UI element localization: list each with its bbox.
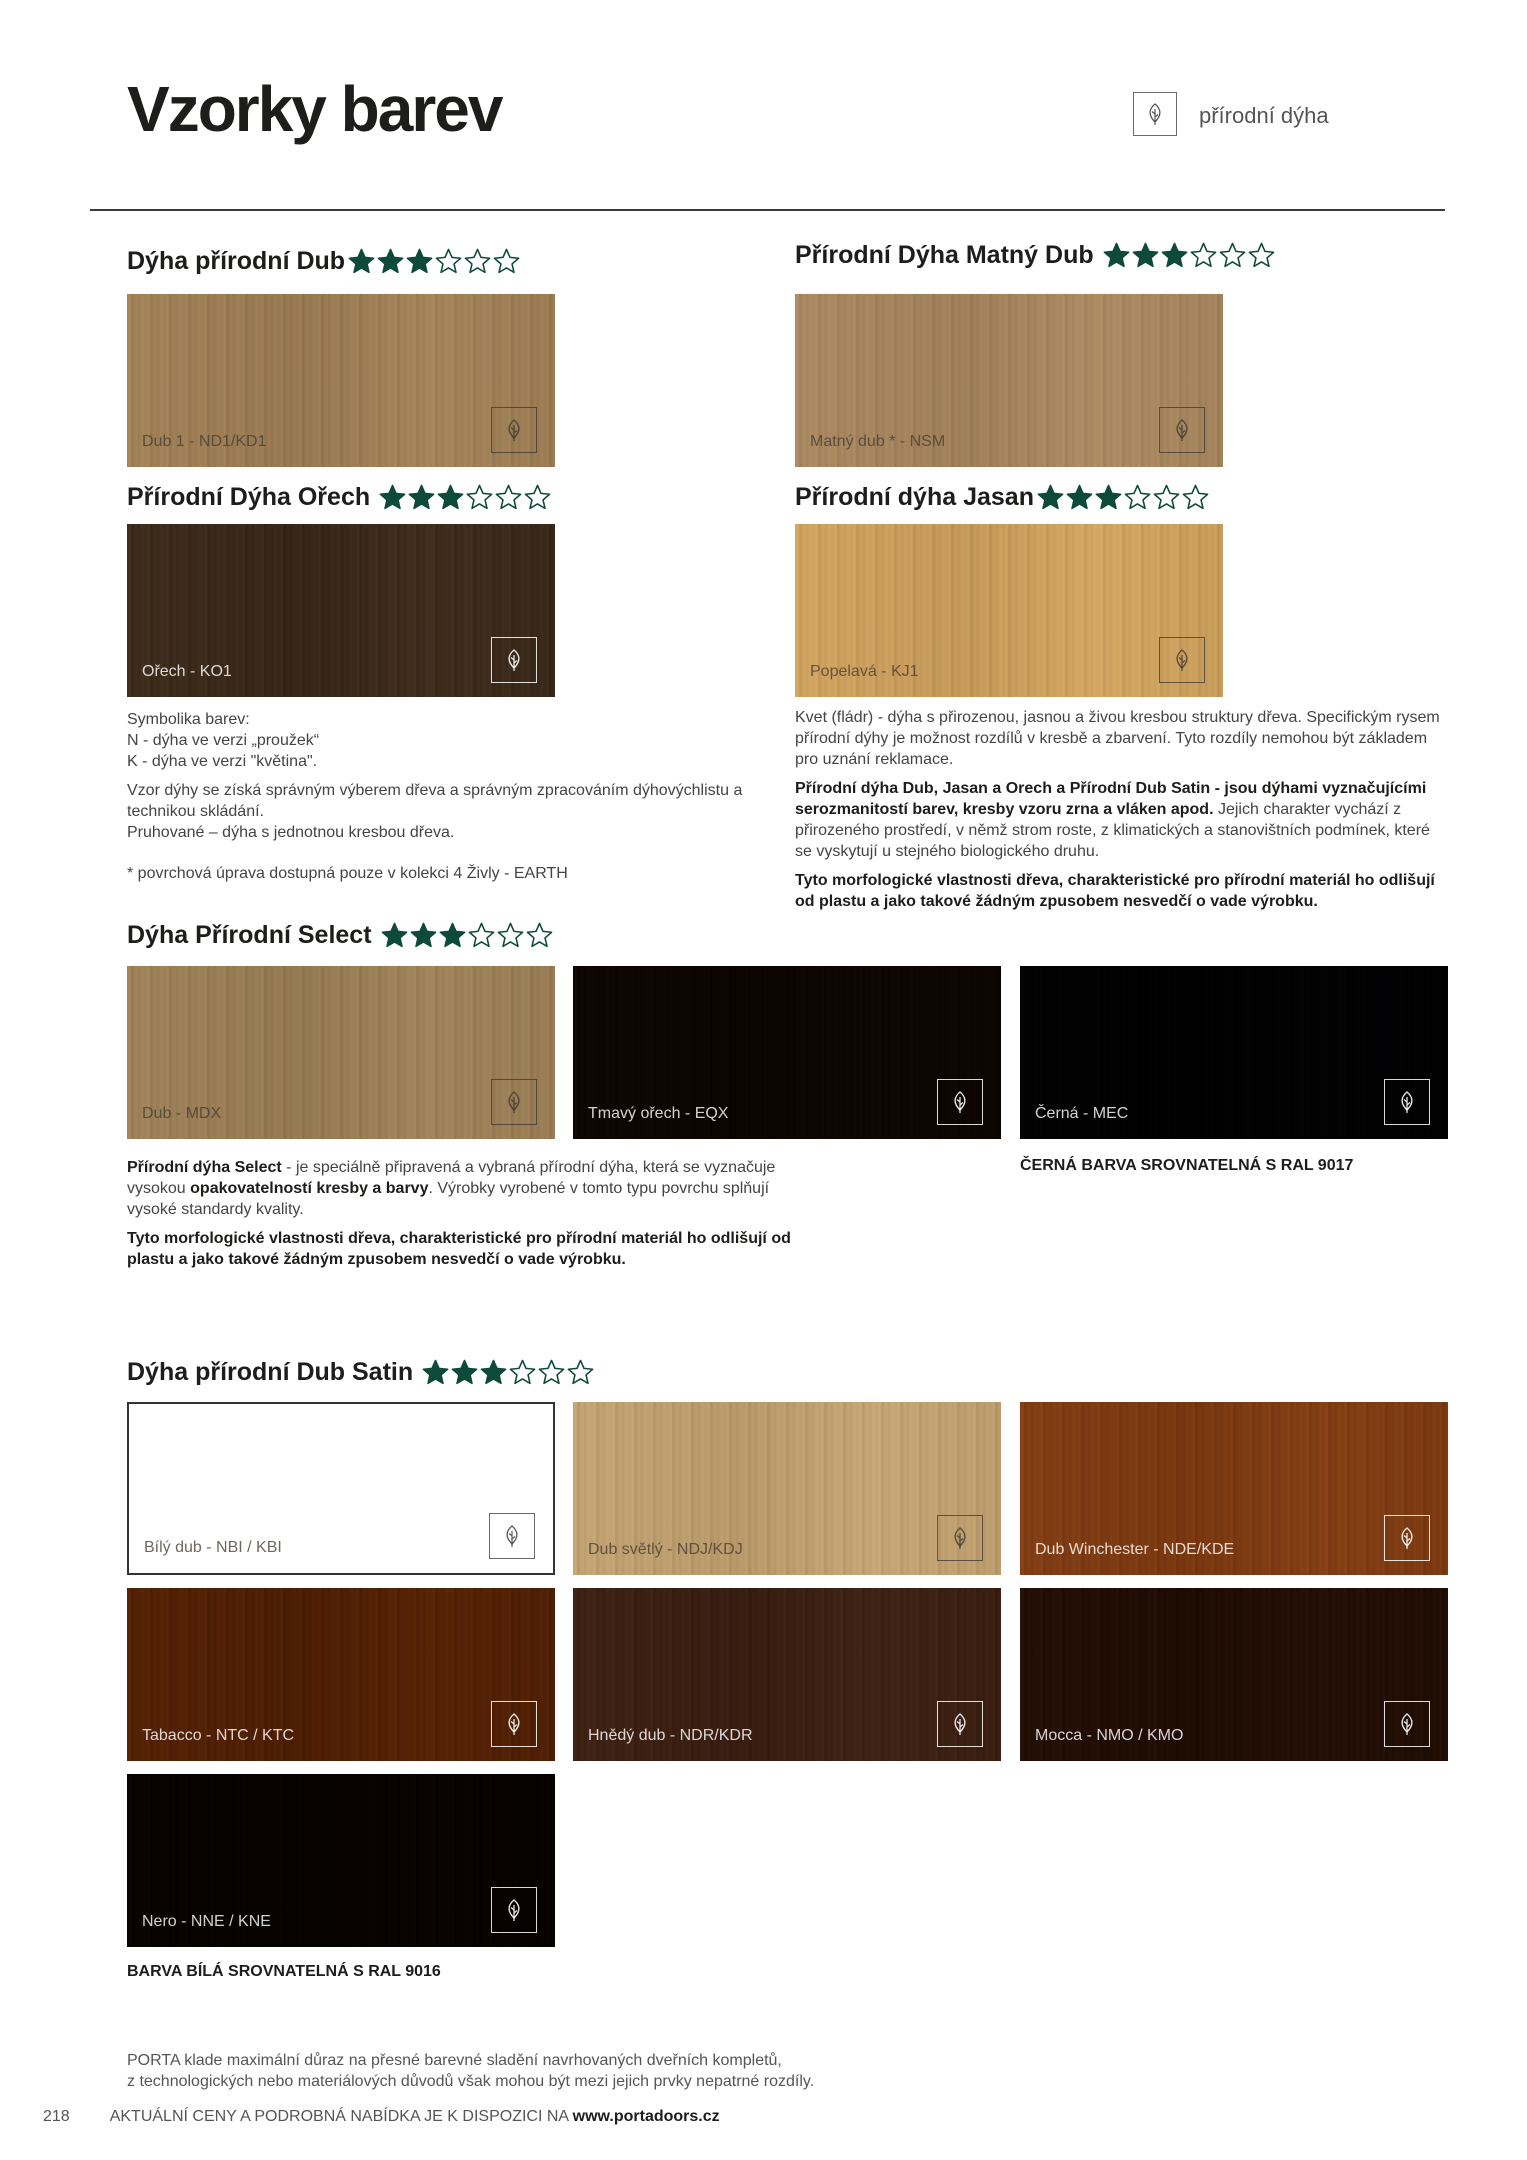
swatch-dub-svetly (573, 1402, 1001, 1575)
leaf-icon (491, 1701, 537, 1747)
leaf-icon (937, 1701, 983, 1747)
leaf-icon (489, 1513, 535, 1559)
star-empty-icon (523, 483, 552, 512)
swatch-label: Dub Winchester - NDE/KDE (1035, 1541, 1235, 1558)
star-empty-icon (465, 483, 494, 512)
star-empty-icon (434, 247, 463, 276)
star-empty-icon (566, 1358, 595, 1387)
right-info: Kvet (fládr) - dýha s přirozenou, jasnou a živou kresbou struktury dřeva. Specifickým rysem přírodní dýhy je možnost rozdílů v kresbě a zbarvení. Tyto rozdíly nemohou být základem pro uznání reklamace. Přírodní dýha Dub, Jasan a Orech a Přírodní Dub Satin - jsou dýhami vyznačujícími serozmanitostí barev, kresby vzoru zrna a vláken apod. Jejich charakter vychází z přirozeného prostředí, v němž strom roste, z klimatických a stanovištních podmínek, které se vyskytují u stejného biologického druhu. Tyto morfologické vlastnosti dřeva, charakteristické pro přírodní materiál ho odlišují od plastu a jako takové žádným zpusobem nesvedčí o vade výrobku. (795, 707, 1445, 920)
star-filled-icon (1036, 483, 1065, 512)
swatch-label: Hnědý dub - NDR/KDR (588, 1727, 753, 1744)
website-link[interactable]: www.portadoors.cz (572, 2108, 720, 2125)
heading-orech: Přírodní Dýha Ořech (127, 483, 552, 512)
star-filled-icon (1131, 241, 1160, 270)
rating-stars (1036, 483, 1210, 512)
rating-stars (378, 483, 552, 512)
swatch-label: Nero - NNE / KNE (142, 1913, 271, 1930)
star-filled-icon (1065, 483, 1094, 512)
note-cerna-ral: ČERNÁ BARVA SROVNATELNÁ S RAL 9017 (1020, 1157, 1354, 1174)
swatch-popelava (795, 524, 1223, 697)
star-filled-icon (405, 247, 434, 276)
left-info: Symbolika barev: N - dýha ve verzi „proužek“ K - dýha ve verzi "květina". Vzor dýhy se získá správným výberem dřeva a správným zpracováním dýhovýchlistu a technikou skládání. Pruhované – dýha s jednotnou kresbou dřeva. * povrchová úprava dostupná pouze v kolekci 4 Živly - EARTH (127, 711, 743, 882)
swatch-label: Černá - MEC (1035, 1105, 1129, 1122)
star-empty-icon (492, 247, 521, 276)
rating-stars (347, 247, 521, 276)
heading-jasan: Přírodní dýha Jasan (795, 483, 1210, 512)
star-empty-icon (494, 483, 523, 512)
star-empty-icon (1152, 483, 1181, 512)
leaf-icon (937, 1515, 983, 1561)
leaf-icon (491, 1887, 537, 1933)
swatch-select-dub (127, 966, 555, 1139)
leaf-icon (1384, 1515, 1430, 1561)
footer: 218 AKTUÁLNÍ CENY A PODROBNÁ NABÍDKA JE K DISPOZICI NA www.portadoors.cz (43, 2108, 720, 2125)
rating-stars (380, 921, 554, 950)
star-filled-icon (438, 921, 467, 950)
select-info: Přírodní dýha Select - je speciálně připravená a vybraná přírodní dýha, která se vyznačuje vysokou opakovatelností kresby a barvy. Výrobky vyrobené v tomto typu povrchu splňují vysoké standardy kvality. Tyto morfologické vlastnosti dřeva, charakteristické pro přírodní materiál ho odlišují od plastu a jako takové žádným zpusobem nesvedčí o vade výrobku. (127, 1159, 791, 1268)
star-empty-icon (496, 921, 525, 950)
swatch-nero (127, 1774, 555, 1947)
right-info-paragraph: Přírodní dýha Dub, Jasan a Orech a Přírodní Dub Satin - jsou dýhami vyznačujícími serozmanitostí barev, kresby vzoru zrna a vláken apod. Jejich charakter vychází z přirozeného prostředí, v němž strom roste, z klimatických a stanovištních podmínek, které se vyskytují u stejného biologického druhu. (795, 780, 1430, 860)
leaf-icon (937, 1079, 983, 1125)
leaf-icon (1159, 637, 1205, 683)
star-filled-icon (407, 483, 436, 512)
swatch-hnedy-dub (573, 1588, 1001, 1761)
star-empty-icon (537, 1358, 566, 1387)
star-filled-icon (376, 247, 405, 276)
swatch-dub-winchester (1020, 1402, 1448, 1575)
note-bila-ral: BARVA BÍLÁ SROVNATELNÁ S RAL 9016 (127, 1963, 441, 1980)
star-filled-icon (421, 1358, 450, 1387)
leaf-icon (1159, 407, 1205, 453)
swatch-label: Tabacco - NTC / KTC (142, 1727, 295, 1744)
swatch-label: Popelavá - KJ1 (810, 663, 919, 680)
star-empty-icon (467, 921, 496, 950)
swatch-label: Ořech - KO1 (142, 663, 232, 680)
star-filled-icon (1102, 241, 1131, 270)
swatch-label: Tmavý ořech - EQX (588, 1105, 729, 1122)
page-number: 218 (43, 2108, 70, 2125)
swatch-label: Dub světlý - NDJ/KDJ (588, 1541, 743, 1558)
heading-matny-dub: Přírodní Dýha Matný Dub (795, 241, 1276, 270)
swatch-label: Dub 1 - ND1/KD1 (142, 433, 267, 450)
swatch-cerna (1020, 966, 1448, 1139)
leaf-icon (1384, 1701, 1430, 1747)
star-empty-icon (525, 921, 554, 950)
leaf-icon (1133, 92, 1177, 136)
swatch-label: Matný dub * - NSM (810, 433, 946, 450)
heading-dub-satin: Dýha přírodní Dub Satin (127, 1358, 595, 1387)
star-filled-icon (409, 921, 438, 950)
page-title: Vzorky barev (127, 73, 502, 145)
star-empty-icon (508, 1358, 537, 1387)
star-filled-icon (436, 483, 465, 512)
swatch-label: Bílý dub - NBI / KBI (144, 1539, 282, 1556)
heading-dub: Dýha přírodní Dub (127, 247, 521, 276)
swatch-mocca (1020, 1588, 1448, 1761)
star-filled-icon (1094, 483, 1123, 512)
swatch-tabacco (127, 1588, 555, 1761)
star-empty-icon (463, 247, 492, 276)
rating-stars (1102, 241, 1276, 270)
star-empty-icon (1247, 241, 1276, 270)
star-empty-icon (1181, 483, 1210, 512)
star-filled-icon (479, 1358, 508, 1387)
star-filled-icon (347, 247, 376, 276)
star-filled-icon (1160, 241, 1189, 270)
star-empty-icon (1218, 241, 1247, 270)
swatch-bily-dub (127, 1402, 555, 1575)
leaf-icon (491, 1079, 537, 1125)
swatch-label: Dub - MDX (142, 1105, 222, 1122)
swatch-label: Mocca - NMO / KMO (1035, 1727, 1184, 1744)
star-filled-icon (378, 483, 407, 512)
header-divider (90, 209, 1445, 211)
heading-select: Dýha Přírodní Select (127, 921, 554, 950)
leaf-icon (491, 637, 537, 683)
disclaimer: PORTA klade maximální důraz na přesné barevné sladění navrhovaných dveřních kompletů, z technologických nebo materiálových důvodů však mohou být mezi jejich prvky nepatrné rozdíly. (127, 2052, 815, 2090)
leaf-icon (491, 407, 537, 453)
star-filled-icon (380, 921, 409, 950)
swatch-dub-1 (127, 294, 555, 467)
leaf-icon (1384, 1079, 1430, 1125)
legend-label: přírodní dýha (1199, 103, 1329, 128)
swatch-matny-dub (795, 294, 1223, 467)
swatch-orech (127, 524, 555, 697)
star-filled-icon (450, 1358, 479, 1387)
star-empty-icon (1189, 241, 1218, 270)
rating-stars (421, 1358, 595, 1387)
star-empty-icon (1123, 483, 1152, 512)
swatch-tmavy-orech (573, 966, 1001, 1139)
